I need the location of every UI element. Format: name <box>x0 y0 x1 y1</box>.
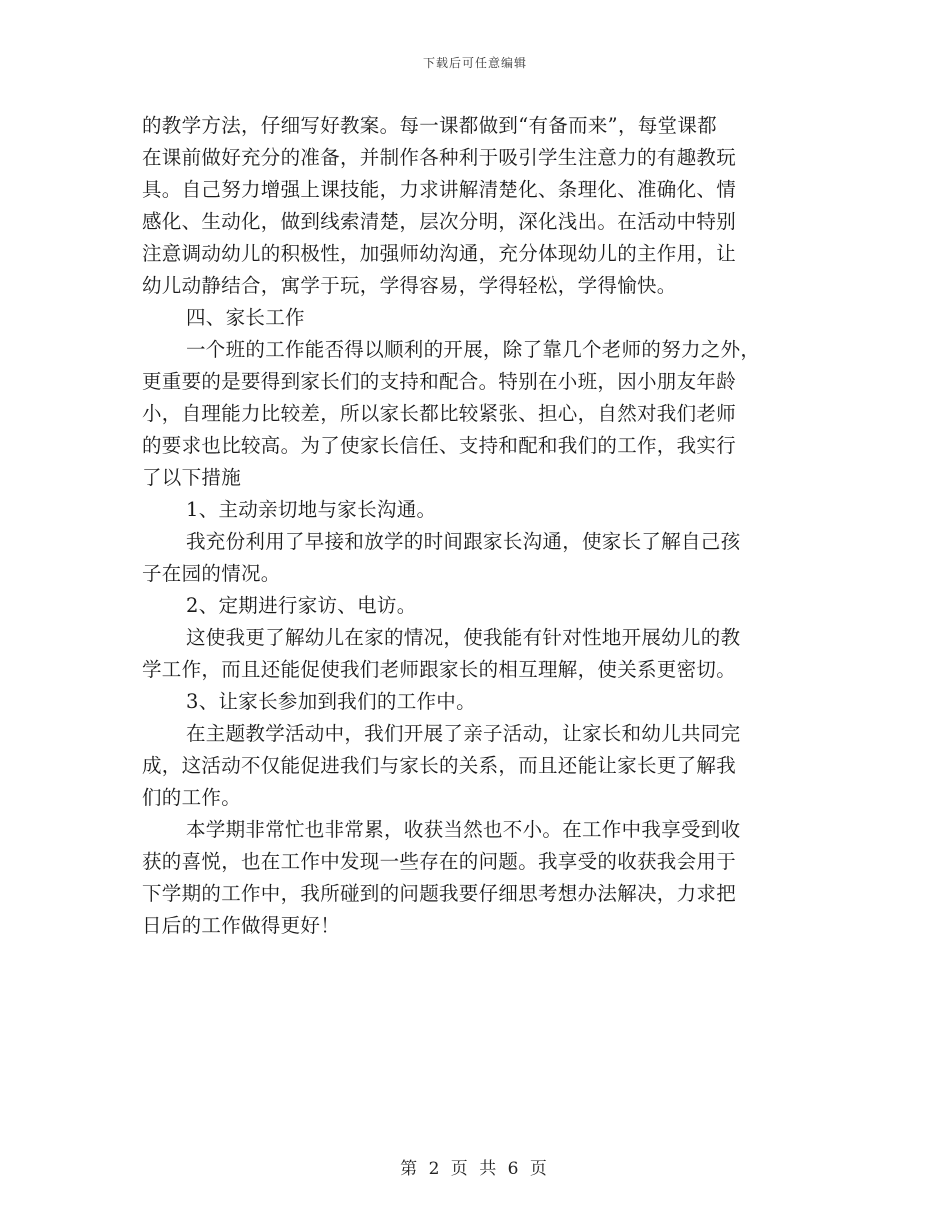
text-line: 本学期非常忙也非常累，收获当然也不小。在工作中我享受到收 <box>186 818 741 841</box>
text-line: 一个班的工作能否得以顺利的开展，除了靠几个老师的努力之外， <box>186 338 761 361</box>
text-line: 四、家长工作 <box>186 306 305 329</box>
text-line: 在课前做好充分的准备，并制作各种利于吸引学生注意力的有趣教玩 <box>142 146 737 169</box>
text-line: 2、定期进行家访、电访。 <box>186 594 417 617</box>
text-line: 1、主动亲切地与家长沟通。 <box>186 498 437 521</box>
text-line: 成，这活动不仅能促进我们与家长的关系，而且还能让家长更了解我 <box>142 754 737 777</box>
text-line: 感化、生动化，做到线索清楚，层次分明，深化浅出。在活动中特别 <box>142 210 737 233</box>
page-number: 第 2 页 共 6 页 <box>400 1159 550 1179</box>
text-line: 具。自己努力增强上课技能，力求讲解清楚化、条理化、准确化、情 <box>142 178 737 201</box>
text-line: 们的工作。 <box>142 786 242 809</box>
text-line: 学工作，而且还能促使我们老师跟家长的相互理解，使关系更密切。 <box>142 658 737 681</box>
text-line: 这使我更了解幼儿在家的情况，使我能有针对性地开展幼儿的教 <box>186 626 741 649</box>
text-line: 子在园的情况。 <box>142 562 281 585</box>
text-line: 幼儿动静结合，寓学于玩，学得容易，学得轻松，学得愉快。 <box>142 274 677 297</box>
text-line: 的教学方法，仔细写好教案。每一课都做到“有备而来”，每堂课都 <box>142 114 717 137</box>
text-line: 日后的工作做得更好！ <box>142 914 341 937</box>
text-line: 我充份利用了早接和放学的时间跟家长沟通，使家长了解自己孩 <box>186 530 741 553</box>
text-line: 下学期的工作中，我所碰到的问题我要仔细思考想办法解决，力求把 <box>142 882 737 905</box>
text-line: 获的喜悦，也在工作中发现一些存在的问题。我享受的收获我会用于 <box>142 850 737 873</box>
text-line: 更重要的是要得到家长们的支持和配合。特别在小班，因小朋友年龄 <box>142 370 737 393</box>
text-line: 3、让家长参加到我们的工作中。 <box>186 690 476 713</box>
page-header: 下载后可任意编辑 <box>422 56 527 70</box>
text-line: 的要求也比较高。为了使家长信任、支持和配和我们的工作，我实行 <box>142 434 737 457</box>
text-line: 了以下措施 <box>142 466 242 489</box>
text-line: 注意调动幼儿的积极性，加强师幼沟通，充分体现幼儿的主作用，让 <box>142 242 737 265</box>
document-body <box>142 110 808 942</box>
text-line: 在主题教学活动中，我们开展了亲子活动，让家长和幼儿共同完 <box>186 722 741 745</box>
text-line: 小，自理能力比较差，所以家长都比较紧张、担心，自然对我们老师 <box>142 402 737 425</box>
